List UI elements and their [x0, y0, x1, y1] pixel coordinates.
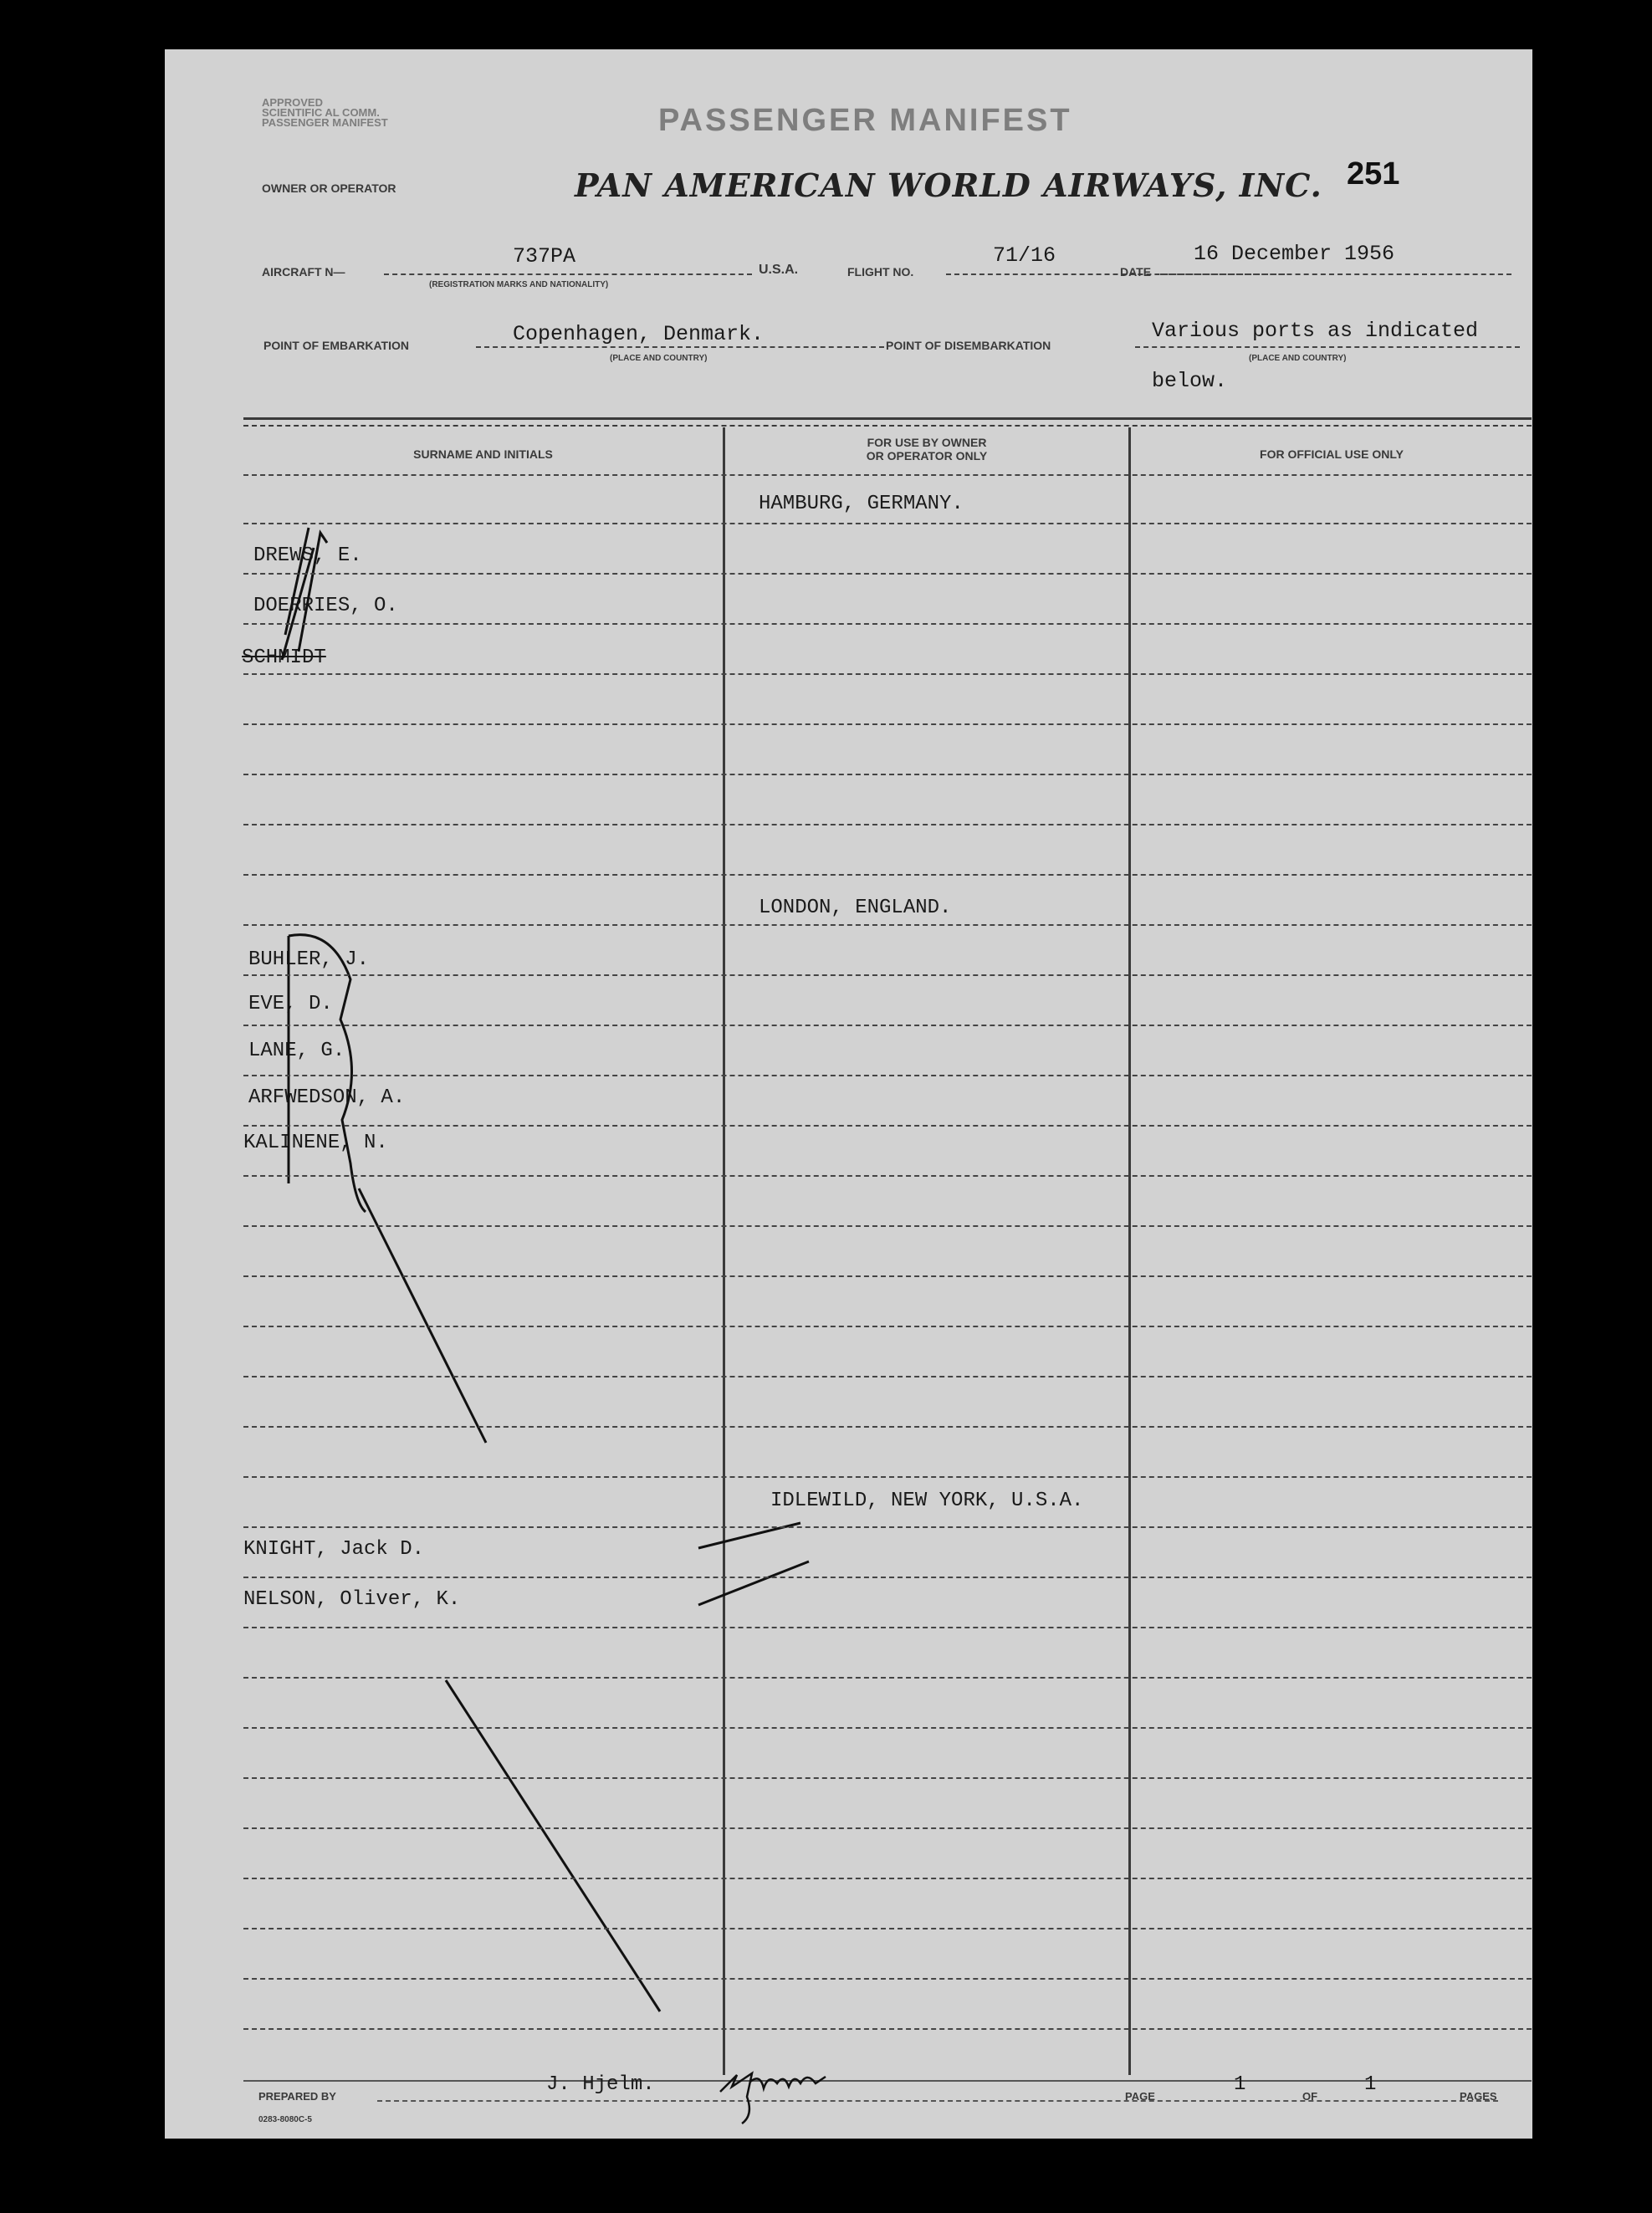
strike-marks-idlewild — [698, 1523, 809, 1605]
flight-date: 16 December 1956 — [1194, 242, 1395, 266]
embarkation-caption: (PLACE AND COUNTRY) — [610, 354, 708, 363]
table-rule — [243, 1275, 1532, 1277]
flight-label: FLIGHT NO. — [847, 265, 914, 279]
table-rule — [243, 1777, 1532, 1779]
passenger-name: DOERRIES, O. — [253, 595, 398, 617]
header-owner-line: OR OPERATOR ONLY — [866, 449, 988, 463]
table-rule — [243, 1928, 1532, 1929]
passenger-name: EVE, D. — [248, 993, 333, 1015]
passenger-name: DREWS, E. — [253, 544, 362, 567]
table-rule — [243, 573, 1532, 575]
passenger-name: LANE, G. — [248, 1040, 345, 1062]
header-official-use: FOR OFFICIAL USE ONLY — [1260, 447, 1404, 461]
passenger-name: BUHLER, J. — [248, 948, 370, 971]
page-number: 1 — [1234, 2073, 1246, 2096]
handwritten-marks — [165, 49, 1532, 2139]
table-rule — [243, 1326, 1532, 1327]
passenger-name: KNIGHT, Jack D. — [243, 1538, 425, 1561]
table-rule — [243, 523, 1532, 524]
preparer-signature — [720, 2073, 826, 2124]
aircraft-registration: 737PA — [513, 244, 576, 268]
table-rule — [243, 1978, 1532, 1980]
table-rule — [243, 874, 1532, 876]
table-rule — [243, 824, 1532, 825]
destination-london: LONDON, ENGLAND. — [759, 897, 952, 919]
preparer-name: J. Hjelm. — [546, 2073, 655, 2096]
table-rule — [243, 2028, 1532, 2030]
table-rule — [243, 1075, 1532, 1076]
stamp-line: PASSENGER MANIFEST — [262, 116, 388, 129]
header-surname: SURNAME AND INITIALS — [413, 447, 553, 461]
table-rule — [243, 1025, 1532, 1026]
date-label: DATE — [1120, 265, 1152, 279]
table-rule — [243, 1577, 1532, 1578]
form-number: 0283-8080C-5 — [258, 2115, 312, 2124]
table-rule — [243, 1376, 1532, 1377]
table-rule — [243, 974, 1532, 976]
stamp-line: APPROVED — [262, 96, 323, 109]
page-stamp-number: 251 — [1347, 156, 1400, 192]
manifest-sheet — [165, 49, 1532, 2139]
passenger-name-struck: SCHMIDT — [242, 647, 326, 669]
flight-number: 71/16 — [993, 243, 1056, 268]
table-rule — [243, 1727, 1532, 1729]
passenger-name: KALINENE, N. — [243, 1132, 388, 1154]
table-rule — [243, 1476, 1532, 1478]
table-rule — [243, 1827, 1532, 1829]
check-mark-london — [289, 935, 366, 1212]
disembarkation-caption: (PLACE AND COUNTRY) — [1249, 354, 1347, 363]
tally-line — [446, 1680, 660, 2011]
disembarkation-label: POINT OF DISEMBARKATION — [886, 339, 1051, 352]
table-rule — [243, 1225, 1532, 1227]
prepared-label: PREPARED BY — [258, 2090, 336, 2103]
page-total: 1 — [1364, 2073, 1377, 2096]
page-label: PAGE — [1125, 2090, 1155, 2103]
table-rule — [243, 1125, 1532, 1127]
header-rule — [243, 474, 1532, 476]
passenger-name: NELSON, Oliver, K. — [243, 1588, 461, 1611]
manifest-title: PASSENGER MANIFEST — [658, 103, 1072, 138]
disembarkation-point: Various ports as indicated — [1152, 319, 1479, 343]
registration-caption: (REGISTRATION MARKS AND NATIONALITY) — [429, 280, 609, 289]
aircraft-label: AIRCRAFT N— — [262, 265, 345, 279]
of-label: OF — [1302, 2090, 1318, 2103]
destination-idlewild: IDLEWILD, NEW YORK, U.S.A. — [770, 1490, 1084, 1512]
table-rule — [243, 1426, 1532, 1428]
table-rule — [243, 623, 1532, 625]
disembarkation-continued: below. — [1152, 369, 1228, 393]
pages-label: PAGES — [1460, 2090, 1497, 2103]
table-rule — [243, 1526, 1532, 1528]
table-rule — [243, 1878, 1532, 1879]
table-rule — [243, 1677, 1532, 1679]
table-rule — [243, 1627, 1532, 1628]
check-mark-hamburg — [282, 528, 327, 660]
table-rule — [243, 723, 1532, 725]
airline-name: PAN AMERICAN WORLD AIRWAYS, INC. — [575, 166, 1322, 204]
destination-hamburg: HAMBURG, GERMANY. — [759, 493, 964, 515]
table-rule — [243, 1175, 1532, 1177]
header-owner-line: FOR USE BY OWNER — [867, 436, 987, 449]
nationality: U.S.A. — [759, 263, 799, 277]
owner-label: OWNER OR OPERATOR — [262, 181, 396, 195]
table-rule — [243, 774, 1532, 775]
passenger-name: ARFWEDSON, A. — [248, 1086, 406, 1109]
embarkation-label: POINT OF EMBARKATION — [263, 339, 409, 352]
table-rule — [243, 673, 1532, 675]
table-rule — [243, 924, 1532, 926]
stamp-line: SCIENTIFIC AL COMM. — [262, 106, 380, 119]
embarkation-point: Copenhagen, Denmark. — [513, 322, 765, 346]
